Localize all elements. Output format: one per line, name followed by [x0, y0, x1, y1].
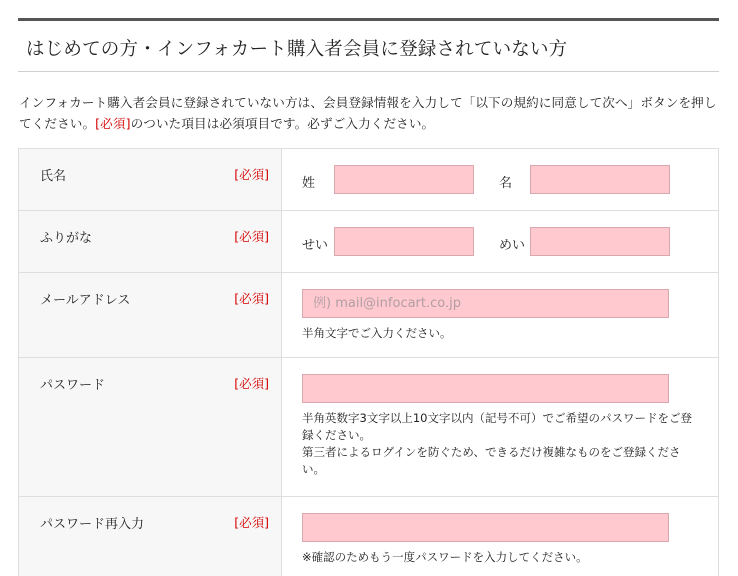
intro-text-main: インフォカート購入者会員に登録されていない方は、会員登録情報を入力して「以下の規約に同意して次へ」ボタンを押してください。: [19, 95, 717, 131]
password-help-text: [302, 410, 702, 478]
required-badge-email: [必須]: [234, 291, 269, 306]
email-help-text: 半角文字でご入力ください。: [302, 326, 452, 340]
first-name-input[interactable]: [530, 165, 670, 194]
label-cell-password-confirm: [19, 497, 282, 576]
input-cell-password-confirm: [282, 497, 718, 576]
password-help-line-2: 第三者によるログインを防ぐため、できるだけ複雑なものをご登録ください。: [302, 445, 681, 476]
label-cell-kana: [19, 211, 282, 272]
row-name: [19, 149, 718, 211]
password-input[interactable]: [302, 374, 669, 403]
first-kana-input[interactable]: [530, 227, 670, 256]
input-cell-name: [282, 149, 718, 210]
label-cell-password: [19, 358, 282, 496]
row-kana: [19, 211, 718, 273]
required-badge-kana: [必須]: [234, 229, 269, 244]
required-badge-password-confirm: [必須]: [234, 515, 269, 530]
label-password: パスワード: [40, 378, 106, 393]
password-confirm-input[interactable]: [302, 513, 669, 542]
last-name-label: 姓: [302, 176, 316, 191]
label-cell-email: [19, 273, 282, 357]
password-help-line-1: 半角英数字3文字以上10文字以内（記号不可）でご希望のパスワードをご登録ください。: [302, 411, 692, 442]
row-password: [19, 358, 718, 497]
input-cell-email: [282, 273, 718, 357]
last-name-input[interactable]: [334, 165, 474, 194]
first-kana-label: めい: [499, 238, 526, 253]
row-email: [19, 273, 718, 358]
last-kana-label: せい: [302, 238, 329, 253]
password-confirm-help-text: ※確認のためもう一度パスワードを入力してください。: [302, 550, 588, 564]
first-name-label: 名: [499, 176, 513, 191]
section-title: はじめての方・インフォカート購入者会員に登録されていない方: [26, 39, 568, 60]
last-kana-input[interactable]: [334, 227, 474, 256]
input-cell-password: [282, 358, 718, 496]
required-badge-password: [必須]: [234, 376, 269, 391]
registration-form: [18, 148, 719, 576]
required-badge-name: [必須]: [234, 167, 269, 182]
intro-text: [19, 92, 721, 134]
label-name: 氏名: [40, 169, 67, 184]
label-email: メールアドレス: [40, 293, 131, 308]
email-input[interactable]: [302, 289, 669, 318]
label-cell-name: [19, 149, 282, 210]
label-password-confirm: パスワード再入力: [40, 517, 145, 532]
intro-text-tail: のついた項目は必須項目です。必ずご入力ください。: [130, 116, 435, 131]
intro-required-tag: [必須]: [95, 116, 131, 131]
label-kana: ふりがな: [40, 231, 93, 246]
section-header: [18, 18, 719, 72]
input-cell-kana: [282, 211, 718, 272]
row-password-confirm: [19, 497, 718, 576]
